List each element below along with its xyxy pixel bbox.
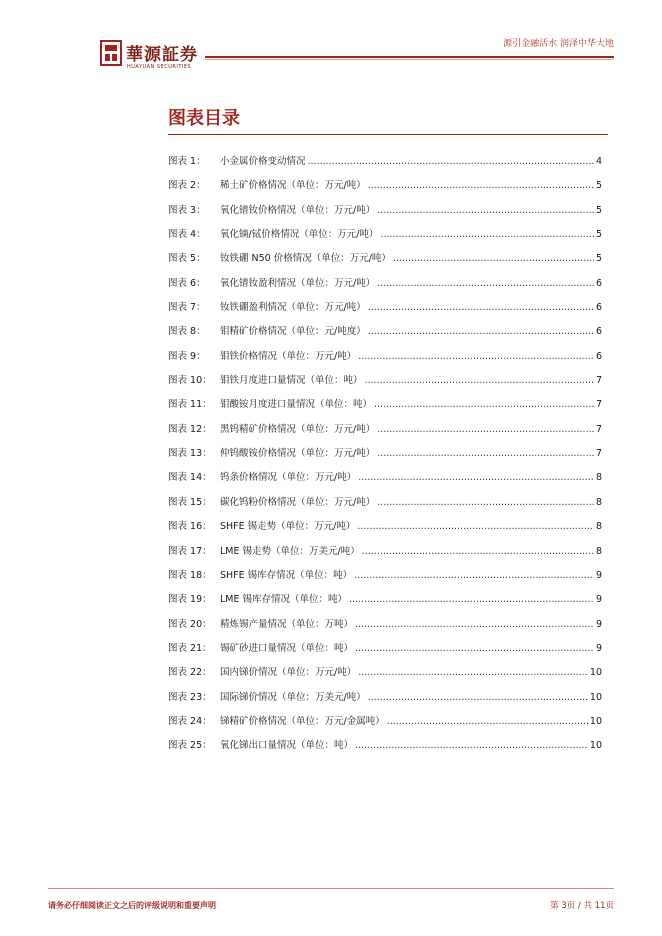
toc-entry-leader-dots — [368, 323, 594, 341]
toc-entry-label: 图表 20： — [168, 618, 212, 630]
toc-entry-leader-dots — [308, 153, 594, 171]
toc-entry-description: LME 锡走势（单位：万美元/吨） — [220, 545, 360, 557]
toc-entry-page-number: 5 — [595, 180, 602, 192]
toc-entry-label: 图表 4： — [168, 229, 206, 241]
toc-entry-leader-dots — [377, 275, 594, 293]
toc-entry-page-number: 7 — [595, 375, 602, 387]
toc-entry-label: 图表 19： — [168, 594, 212, 606]
toc-entry-label: 图表 7： — [168, 302, 206, 314]
toc-entry-page-number: 4 — [595, 156, 602, 167]
toc-entry-page-number: 6 — [595, 326, 602, 338]
toc-entry-description: 钼酸铵月度进口量情况（单位：吨） — [220, 399, 373, 411]
toc-entry[interactable] — [168, 372, 602, 396]
toc-entry-description: 锑精矿价格情况（单位：万元/金属吨） — [220, 715, 385, 727]
toc-entry-page-number: 8 — [595, 545, 602, 557]
footer-page-info: 第 3页 / 共 11页 — [550, 901, 614, 911]
toc-entry[interactable] — [168, 396, 602, 420]
toc-entry-label: 图表 6： — [168, 277, 206, 289]
toc-entry-description: 小金属价格变动情况 — [220, 156, 306, 167]
toc-entry[interactable] — [168, 469, 602, 493]
toc-entry[interactable] — [168, 591, 602, 615]
toc-entry[interactable] — [168, 616, 602, 640]
toc-entry-leader-dots — [377, 421, 594, 439]
toc-entry-label: 图表 1： — [168, 156, 206, 167]
title-divider — [168, 134, 608, 135]
toc-entry-label: 图表 8： — [168, 326, 206, 338]
toc-entry-label: 图表 11： — [168, 399, 212, 411]
toc-entry[interactable] — [168, 664, 602, 688]
toc-entry-description: 国内锑价情况（单位：万元/吨） — [220, 667, 357, 679]
toc-entry-leader-dots — [354, 567, 594, 585]
toc-entry-page-number: 9 — [595, 642, 602, 654]
toc-entry-description: 仲钨酸铵价格情况（单位：万元/吨） — [220, 448, 376, 460]
toc-entry-leader-dots — [355, 640, 594, 658]
toc-entry-description: 国际锑价情况（单位：万美元/吨） — [220, 691, 366, 703]
toc-entry-leader-dots — [380, 226, 594, 244]
toc-entry[interactable] — [168, 421, 602, 445]
toc-entry-leader-dots — [368, 177, 594, 195]
toc-entry-description: 氧化镨钕价格情况（单位：万元/吨） — [220, 204, 376, 216]
toc-entry-description: 精炼锡产量情况（单位：万吨） — [220, 618, 354, 630]
toc-entry-label: 图表 15： — [168, 496, 212, 508]
toc-entry[interactable] — [168, 689, 602, 713]
toc-entry-label: 图表 17： — [168, 545, 212, 557]
toc-entry-description: 钕铁硼盈利情况（单位：万元/吨） — [220, 302, 366, 314]
toc-entry-leader-dots — [377, 494, 594, 512]
toc-entry-leader-dots — [358, 664, 588, 682]
toc-entry-label: 图表 24： — [168, 715, 212, 727]
brand-logo-subtitle: HUAYUAN SECURITIES — [127, 64, 192, 70]
footer-disclaimer: 请务必仔细阅读正文之后的评级说明和重要声明 — [48, 901, 216, 910]
toc-entry-leader-dots — [362, 543, 594, 561]
toc-entry-description: 黑钨精矿价格情况（单位：万元/吨） — [220, 423, 376, 435]
toc-entry-page-number: 9 — [595, 618, 602, 630]
toc-entry-description: 钕铁硼 N50 价格情况（单位：万元/吨） — [220, 253, 391, 265]
toc-entry[interactable] — [168, 153, 602, 177]
toc-entry-leader-dots — [365, 372, 594, 390]
toc-entry-description: 碳化钨粉价格情况（单位：万元/吨） — [220, 496, 376, 508]
toc-entry[interactable] — [168, 299, 602, 323]
toc-entry[interactable] — [168, 250, 602, 274]
toc-entry[interactable] — [168, 518, 602, 542]
toc-entry-description: 钼铁月度进口量情况（单位：吨） — [220, 375, 363, 387]
toc-entry-description: 氧化镨钕盈利情况（单位：万元/吨） — [220, 277, 376, 289]
toc-entry[interactable] — [168, 713, 602, 737]
toc-entry-description: LME 锡库存情况（单位：吨） — [220, 594, 348, 606]
toc-entry[interactable] — [168, 445, 602, 469]
toc-entry-description: 钼铁价格情况（单位：万元/吨） — [220, 350, 357, 362]
toc-entry-page-number: 6 — [595, 302, 602, 314]
toc-entry-leader-dots — [393, 250, 594, 268]
toc-entry-page-number: 10 — [589, 740, 602, 752]
toc-entry-leader-dots — [368, 689, 588, 707]
toc-entry-label: 图表 12： — [168, 423, 212, 435]
toc-entry[interactable] — [168, 567, 602, 591]
toc-entry[interactable] — [168, 640, 602, 664]
toc-entry-page-number: 10 — [589, 667, 602, 679]
toc-entry-description: SHFE 锡库存情况（单位：吨） — [220, 569, 353, 581]
toc-entry[interactable] — [168, 494, 602, 518]
toc-entry-page-number: 5 — [595, 229, 602, 241]
toc-entry[interactable] — [168, 226, 602, 250]
toc-entry-label: 图表 10： — [168, 375, 212, 387]
toc-entry[interactable] — [168, 177, 602, 201]
toc-entry-description: 钼精矿价格情况（单位：元/吨度） — [220, 326, 366, 338]
toc-entry-page-number: 5 — [595, 253, 602, 265]
toc-entry-leader-dots — [368, 299, 594, 317]
toc-entry-leader-dots — [355, 616, 594, 634]
toc-entry-page-number: 10 — [589, 715, 602, 727]
toc-entry-label: 图表 9： — [168, 350, 206, 362]
toc-entry-label: 图表 5： — [168, 253, 206, 265]
toc-entry-label: 图表 18： — [168, 569, 212, 581]
toc-entry-label: 图表 14： — [168, 472, 212, 484]
header-divider — [205, 56, 614, 58]
toc-entry-description: 锡矿砂进口量情况（单位：吨） — [220, 642, 354, 654]
toc-entry-page-number: 6 — [595, 277, 602, 289]
toc-entry-leader-dots — [355, 737, 588, 755]
toc-entry-description: 氧化锑出口量情况（单位：吨） — [220, 740, 354, 752]
toc-entry-leader-dots — [349, 591, 594, 609]
toc-entry[interactable] — [168, 275, 602, 299]
toc-entry-description: 稀土矿价格情况（单位：万元/吨） — [220, 180, 366, 192]
toc-entry-page-number: 7 — [595, 448, 602, 460]
toc-entry-label: 图表 21： — [168, 642, 212, 654]
toc-entry-label: 图表 16： — [168, 521, 212, 533]
toc-entry-page-number: 7 — [595, 399, 602, 411]
header-slogan: 源引金融活水 润泽中华大地 — [503, 39, 614, 49]
toc-entry-leader-dots — [357, 518, 594, 536]
toc-entry-description: SHFE 锡走势（单位：万元/吨） — [220, 521, 356, 533]
toc-entry-leader-dots — [377, 445, 594, 463]
toc-entry[interactable] — [168, 543, 602, 567]
toc-entry-leader-dots — [374, 396, 594, 414]
toc-entry-label: 图表 25： — [168, 740, 212, 752]
toc-entry-description: 氧化镝/铽价格情况（单位：万元/吨） — [220, 229, 379, 241]
toc-entry-page-number: 6 — [595, 350, 602, 362]
header-divider-thin — [205, 59, 614, 60]
toc-entry-page-number: 7 — [595, 423, 602, 435]
toc-entry-page-number: 8 — [595, 496, 602, 508]
logo-seal-icon — [100, 40, 122, 66]
footer-divider — [48, 888, 614, 889]
toc-title: 图表目录 — [168, 108, 240, 129]
toc-entry[interactable] — [168, 323, 602, 347]
toc-list — [168, 153, 602, 762]
toc-entry-page-number: 9 — [595, 594, 602, 606]
toc-entry[interactable] — [168, 348, 602, 372]
toc-entry-label: 图表 13： — [168, 448, 212, 460]
toc-entry-page-number: 8 — [595, 521, 602, 533]
toc-entry-leader-dots — [387, 713, 588, 731]
toc-entry[interactable] — [168, 202, 602, 226]
brand-logo-text: 華源証券 — [126, 45, 198, 65]
toc-entry[interactable] — [168, 737, 602, 761]
toc-entry-description: 钨条价格情况（单位：万元/吨） — [220, 472, 357, 484]
toc-entry-label: 图表 23： — [168, 691, 212, 703]
toc-entry-label: 图表 3： — [168, 204, 206, 216]
toc-entry-label: 图表 2： — [168, 180, 206, 192]
toc-entry-leader-dots — [377, 202, 594, 220]
toc-entry-page-number: 5 — [595, 204, 602, 216]
toc-entry-page-number: 9 — [595, 569, 602, 581]
toc-entry-leader-dots — [358, 469, 594, 487]
toc-entry-page-number: 10 — [589, 691, 602, 703]
toc-entry-leader-dots — [358, 348, 594, 366]
toc-entry-page-number: 8 — [595, 472, 602, 484]
toc-entry-label: 图表 22： — [168, 667, 212, 679]
